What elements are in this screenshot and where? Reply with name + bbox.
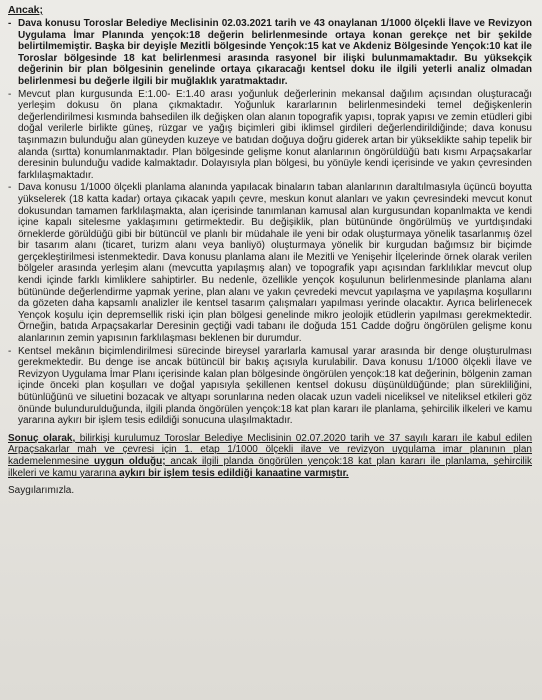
bullet-item: - Mevcut plan kurgusunda E:1.00- E:1.40 arası yoğunluk değerlerinin mekansal dağılım açısından oluşturacağı yerleşim dokusu ön plana çıkmaktadır. Yoğunluk kararlarının belirlenmesindeki temel değişkenlerin değerlendirilmesi kısmında bahsedilen ilk değişken olan alanın topografik yapısı, toprak yapısı ve zemin etüdleri gibi doğal verilerle birlikte güneş, rüzgar ve yağış biçimleri gibi iklimsel girdileri değerlendirildiğinde; dava konusu taşınmazın bulunduğu alan güneyden kuzeye ve batıdan doğuya doğru giderek artan bir yükseklikte sahip tepelik bir alanda (sırtta) konumlanmaktadır. Plan bölgesinde gelişme konut alanlarının öngörüldüğü batı kısmı Arpaçsakarlar deresinin bulunduğu vadide kalmaktadır. Dolayısıyla plan bölgesi, bu yönüyle kendi içerisinde ve yakın çevresinden farklılaşmaktadır.: [6, 89, 532, 182]
bullet-list: [6, 18, 532, 427]
conclusion-body-2: ancak ilgili planda öngörülen yençok:18 kat plan kararı ile planlama, şehircilik ilkeleri ve kamu yararına: [8, 455, 532, 479]
section-heading: Ancak;: [8, 4, 44, 16]
bullet-item: - Dava konusu 1/1000 ölçekli planlama alanında yapılacak binaların taban alanlarının daraltılmasıyla üçüncü boyutta yükselerek (18 katta kadar) ortaya çıkacak yapılı çevre, meskun konut alanları ve yakın çevresindeki mevcut konut dokusundan tamamen farklılaşmakta, alan içerisinde tanımlanan kamusal alan kurgusundan kopanlmakta ve kendi içine kapalı sitelesme yaklaşımını getirmektedir. Bu değişiklik, plan bütününde öngörülmüş ve yurtdışındaki örneklerde görüldüğü gibi bir bütüncül ve planlı bir müdahale ile yeni bir odak oluşturmaya yönelik tasarlanmış özel bir tasarım alanı (ticaret, turizm alanı veya banliyö) oluşturmaya yönelik bir kurgudan bağımsız bir biçimde gerçekleştirilmesi istenmektedir. Dava konusu planlama alanı ile Mezitli ve Yenişehir İlçelerinde örnek olarak verilen bölgeler arasında yerleşim alanı (mevcutta yapılaşmış alan) ve topografik yapı açısından farklılıklar mevcut olup kendi içinde farklı kimliklere sahiptirler. Bu nedenle, özellikle yençok koşulunun belirlenmesinde planlama alanı bütününde değerlendirme yapmak yerine, plan alanı ve yakın çevredeki mevcut yapılaşma ve yapılaşma koşullarını da gözeten daha kapsamlı analizler ile kentsel tasarım çalışmaları yapılması yerinde olacaktır. Ayrıca belirlenecek Yençok koşulu için depremsellik riski için plan bölgesi genelinde mikro jeolojik etüdlerin yapılması gerekmektedir. Örneğin, batıda Arpaçsakarlar Deresinin geçtiği vadi tabanı ile doğuda 151 Cadde doğru öngörülen gelişme konu alanlarının zemin yapısının farklılaşması beklenen bir durumdur.: [6, 182, 532, 344]
closing-line: Saygılarımızla.: [8, 485, 75, 497]
conclusion-emphasis-1: uygun olduğu;: [94, 455, 166, 467]
conclusion-body: bilirkişi kurulumuz Toroslar Belediye Meclisinin 02.07.2020 tarih ve 37 sayılı kararı ile kabul edilen Arpaçsakarlar mah ve çevresi için 1. etap 1/1000 ölçekli ilave ve revizyon uygulama imar planının plan kademelenmesine: [8, 432, 533, 467]
conclusion-paragraph: [8, 433, 532, 479]
bullet-item: - Kentsel mekânın biçimlendirilmesi sürecinde bireysel yararlarla kamusal yarar arasında bir denge oluşturulması gerekmektedir. Bu denge ise ancak bütüncül bir bakış açısıyla kurulabilir. Dava konusu 1/1000 ölçekli İlave ve Revizyon Uygulama İmar Planı içerisinde kalan plan bölgesinde öngörülen yençok:18 kat değerinin, bölgenin zaman içinde önceki plan koşulları ve doğal yapısıyla şekillenen kentsel dokusu düşünüldüğünde; plan sürekliliğini, bütünlüğünü ve siluetini bozacak ve altyapı sorunlarına neden olacak uzun vadeli niceliksel ve niteliksel etkileri göz önünde bulundurulduğunda, ilgili planda öngörülen yençok:18 kat plan kararı ile planlama, şehircilik ilkeleri ve kamu yararına aykırı bir işlem tesis edildiği sonucuna ulaşılmaktadır.: [6, 346, 532, 427]
conclusion-emphasis-2: aykırı bir işlem tesis edildiği kanaatine varmıştır.: [119, 467, 349, 479]
conclusion-lead: Sonuç olarak,: [8, 432, 76, 444]
bullet-item: - Dava konusu Toroslar Belediye Meclisinin 02.03.2021 tarih ve 43 onaylanan 1/1000 ölçekli İlave ve Revizyon Uygulama İmar Planında yençok:18 değerin belirlenmesinde ortaya konan gerekçe net bir şekilde belirtilmemiştir. Başka bir deyişle Mezitli bölgesinde Yençok:15 kat ve Akdeniz Bölgesinde Yençok:10 kat ile Toroslar bölgesinde 18 kat belirlenmesi arasında rasyonel bir ilişki bulunmamaktadır. Bu yüksekçik değerinin bir plan bölgesinin genelinde ortaya çıkaracağı kentsel doku ile ilgili yeterli analiz olmadan belirlenmesi bu değerle ilgili bir muğlaklık yaratmaktadır.: [6, 18, 532, 88]
